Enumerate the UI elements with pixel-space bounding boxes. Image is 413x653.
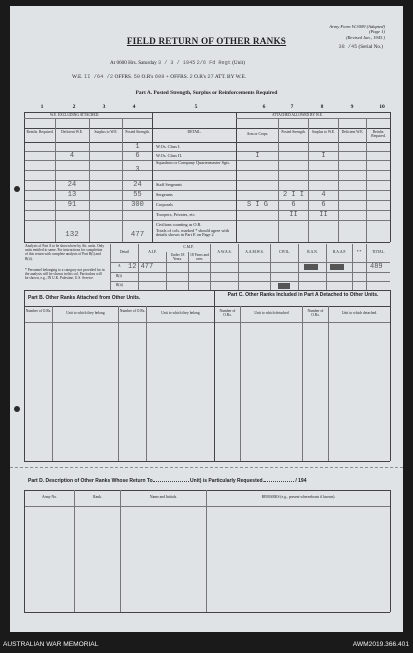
row-detail: Civilians counting as O.R. (156, 222, 202, 227)
analysis-head: * * (356, 250, 362, 254)
col-head: DETAIL. (187, 130, 202, 134)
analysis-head: A.W.A.S. (217, 250, 232, 254)
serial-number: 38 /45 (Serial No.) (338, 44, 383, 50)
part-a-title: Part A. Posted Strength, Surplus or Reinforcements Required (135, 90, 278, 96)
cell-c4: 477 (130, 231, 145, 239)
row-detail: W.Os. Class I. (156, 144, 181, 149)
column-number: 2 (72, 104, 76, 110)
redaction-mark (304, 264, 318, 270)
column-number: 5 (194, 104, 198, 110)
cell-c4: 1 (135, 143, 140, 151)
cell-c2: 13 (67, 191, 77, 199)
cell-c4: 6 (135, 152, 140, 160)
analysis-head: 18 Years and over. (190, 253, 209, 262)
form-title: FIELD RETURN OF OTHER RANKS (126, 36, 287, 46)
cell-c2: 4 (69, 152, 75, 160)
part-d-head: Army No. (42, 495, 57, 499)
col-head: Surplus to W.E. (311, 130, 336, 134)
analysis-head: Detail (119, 250, 129, 254)
analysis-row-label: A (118, 264, 121, 268)
column-number: 1 (40, 104, 44, 110)
part-c-title: Part C. Other Ranks Included in Part A Detached to Other Units. (227, 292, 379, 298)
analysis-head: R.A.N. (307, 250, 318, 254)
row-detail: W.Os. Class II. (156, 153, 182, 158)
row-detail: Staff Sergeants (156, 182, 182, 187)
cell-c6: I (255, 152, 260, 160)
col-head: Arm or Corps. (246, 132, 269, 136)
analysis-head: R.A.A.F. (332, 250, 347, 254)
cell-c8: 6 (321, 201, 326, 209)
col-head: Reinfts. Required. (371, 130, 386, 139)
part-d-head: Name and Initials. (149, 495, 178, 499)
redaction-mark (278, 283, 290, 289)
column-number: 8 (320, 104, 324, 110)
analysis-aif-value: 12 477 (128, 263, 154, 271)
perforation-line (10, 467, 403, 468)
analysis-head: A.I.F. (148, 250, 157, 254)
cell-c2: 132 (65, 231, 79, 239)
date-unit-line: At 0600 Hrs. Saturday 3 / 3 / 1945 2/6 Fd Regt (Unit) (110, 60, 245, 66)
row-detail: Troopers, Privates, etc. (156, 212, 196, 217)
col-head: Deficient W.E. (61, 130, 83, 134)
analysis-head: A.A.M.W.S. (245, 250, 264, 254)
col-head: Reinfts. Required. (26, 130, 54, 134)
cell-c4: 55 (133, 191, 142, 199)
cell-c8: II (319, 211, 328, 219)
column-number: 9 (350, 104, 354, 110)
cell-c7: II (289, 211, 298, 219)
col-head: Deficient W.E. (341, 130, 364, 134)
row-detail: Squadron or Company Quartermaster Sgts. (156, 160, 231, 165)
group-head-right: ATTACHED ALLOWED BY W.E. (272, 113, 323, 117)
cell-c2: 24 (67, 181, 77, 189)
part-c-head: Unit to which detached. (341, 311, 378, 315)
part-c-head: Number of O.Rs. (219, 309, 236, 318)
cell-c4: 3 (135, 166, 140, 174)
part-c-head: Unit to which detached (254, 311, 289, 315)
part-b-head: Unit to which they belong (66, 311, 105, 315)
row-detail: Corporals (156, 202, 173, 207)
part-b-title: Part B. Other Ranks Attached from Other Units. (28, 295, 141, 301)
form-sheet (10, 6, 403, 632)
part-c-head: Number of O.Rs. (307, 309, 324, 318)
col-head: Posted Strength. (281, 130, 306, 134)
footer-institution: AUSTRALIAN WAR MEMORIAL (3, 641, 99, 648)
cell-c8: I (321, 152, 326, 160)
row-detail: Sergeants (156, 192, 173, 197)
column-number: 4 (132, 104, 136, 110)
cell-c4: 24 (133, 181, 142, 189)
col-head: Posted Strength. (125, 130, 150, 134)
analysis-head: Under 18 Years. (170, 253, 185, 262)
analysis-head: C.M.F. (183, 245, 194, 249)
analysis-row-label: B(ii) (116, 283, 123, 287)
analysis-total-value: 489 (370, 263, 383, 271)
analysis-head: CIVIL. (279, 250, 290, 254)
part-b-head: Number of O.Rs. (25, 309, 52, 313)
totals-label: Totals of cols. marked * should agree with details shown in Part E on Page 2 (156, 228, 229, 238)
cell-c7: 2 I I (282, 191, 304, 199)
part-b-head: Number of O.Rs. (119, 309, 146, 313)
cell-c8: 4 (321, 191, 326, 199)
form-reference: Army Form W.3009 (Adapted) (Page 1) (Revised Jan., 1943.) (329, 24, 385, 40)
group-head-left: W.E. EXCLUDING ATTACHED. (50, 113, 100, 117)
punch-hole (14, 406, 20, 412)
analysis-note: Analysis of Part A to be shown here by Att. units. Only units entitled to same. For instructions for completion of this return with complete analysis of Part B(i) and B(ii). (25, 244, 105, 261)
column-number: 6 (262, 104, 266, 110)
part-b-head: Unit to which they belong (161, 311, 200, 315)
column-number: 3 (102, 104, 106, 110)
analysis-note: * Personnel belonging to a category not provided for in the analysis will be shown in this col. Particulars will be shown, e.g., IN U.K. Palestine, U.S. Service. (25, 268, 105, 281)
part-d-title: Part D. Description of Other Ranks Whose Return To Unit) is Particularly Requested. / 194 (28, 478, 307, 484)
cell-c4: 300 (131, 201, 144, 209)
redaction-mark (330, 264, 344, 270)
analysis-row-label: B(i) (116, 274, 122, 278)
punch-hole (14, 186, 20, 192)
cell-c2: 91 (67, 201, 77, 209)
cell-c6: S I G (246, 201, 268, 209)
column-number: 7 (290, 104, 294, 110)
col-head: Surplus to W.E. (94, 130, 118, 134)
analysis-head: TOTAL. (372, 250, 385, 254)
cell-c7: 6 (291, 201, 296, 209)
column-number: 10 (379, 104, 385, 110)
footer-catalogue-id: AWM2019.366.401 (352, 641, 409, 648)
part-d-head: Rank. (93, 495, 102, 499)
part-d-head: REMARKS (e.g., present whereabouts if known). (261, 495, 336, 499)
war-establishment-line: W.E. II /64 /2 OFFRS. 50 O.R's 609 + OFFRS. 2 O.R's 27 ATT. BY W.E. (72, 74, 247, 80)
